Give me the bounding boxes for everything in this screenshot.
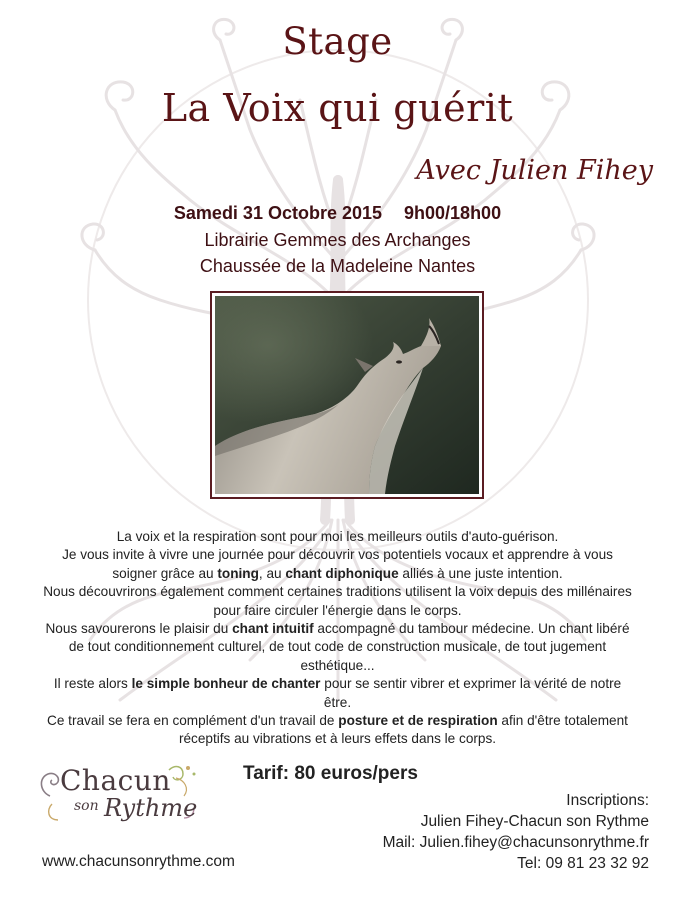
contact-email[interactable]: Mail: Julien.fihey@chacunsonrythme.fr xyxy=(382,834,649,851)
description-text-run: Nous savourerons le plaisir du xyxy=(45,621,233,637)
description-text-run: Je vous invite à vivre une journée pour découvrir vos potentiels vocaux et apprendre à vous soigner grâce au xyxy=(62,547,613,581)
description-text-run: , au xyxy=(258,565,286,581)
description-text-run: pour se sentir vibrer et exprimer la vérité de notre être. xyxy=(320,676,622,710)
description-emphasis: toning xyxy=(217,565,259,581)
description-text-run: accompagné du tambour médecine. Un chant libéré de tout conditionnement culturel, de tout code de construction musicale, de tout jugement esthétique... xyxy=(68,621,630,673)
byline-instructor: Avec Julien Fihey xyxy=(416,155,653,186)
event-date-line xyxy=(0,203,675,224)
chacun-son-rythme-logo xyxy=(34,760,204,832)
description-text-run: Il reste alors xyxy=(53,676,132,692)
description-text-run: Ce travail se fera en complément d'un travail de xyxy=(47,713,339,729)
logo-word-chacun: Chacun xyxy=(60,764,171,797)
event-street: Chaussée de la Madeleine Nantes xyxy=(199,256,476,276)
contact-name: Julien Fihey-Chacun son Rythme xyxy=(420,813,649,830)
description-paragraph xyxy=(40,675,635,712)
contact-phone: Tel: 09 81 23 32 92 xyxy=(517,855,649,872)
event-time: 9h00/18h00 xyxy=(404,203,502,223)
description-emphasis: posture et de respiration xyxy=(338,713,498,729)
wolf-photo-frame xyxy=(210,291,484,499)
website-url[interactable]: www.chacunsonrythme.com xyxy=(42,853,235,870)
description-paragraph xyxy=(40,546,635,583)
howling-wolf-image xyxy=(215,296,479,494)
logo-word-rythme: Rythme xyxy=(104,794,198,822)
logo-word-son: son xyxy=(74,798,99,814)
title-stage: Stage xyxy=(282,20,393,63)
description-text-run: afin d'être totalement réceptifs au vibrations et à leurs effets dans le corps. xyxy=(178,713,628,747)
description-text-run: alliés à une juste intention. xyxy=(398,565,563,581)
description-paragraph xyxy=(40,620,635,675)
description-paragraph: La voix et la respiration sont pour moi les meilleurs outils d'auto-guérison. xyxy=(116,529,559,544)
price-label: Tarif: 80 euros/pers xyxy=(243,763,418,784)
subtitle-la-voix-qui-guerit: La Voix qui guérit xyxy=(161,86,514,130)
description-paragraph: Nous découvrirons également comment certaines traditions utilisent la voix depuis des millénaires pour faire circuler l'énergie dans le corps. xyxy=(43,584,632,618)
event-place: Librairie Gemmes des Archanges xyxy=(204,230,471,250)
description-paragraph xyxy=(40,712,635,749)
event-date: Samedi 31 Octobre 2015 xyxy=(173,203,383,223)
description-emphasis: chant intuitif xyxy=(232,621,314,637)
description-text xyxy=(40,528,635,749)
description-emphasis: le simple bonheur de chanter xyxy=(131,676,321,692)
description-emphasis: chant diphonique xyxy=(285,565,399,581)
registration-heading: Inscriptions: xyxy=(566,792,649,809)
